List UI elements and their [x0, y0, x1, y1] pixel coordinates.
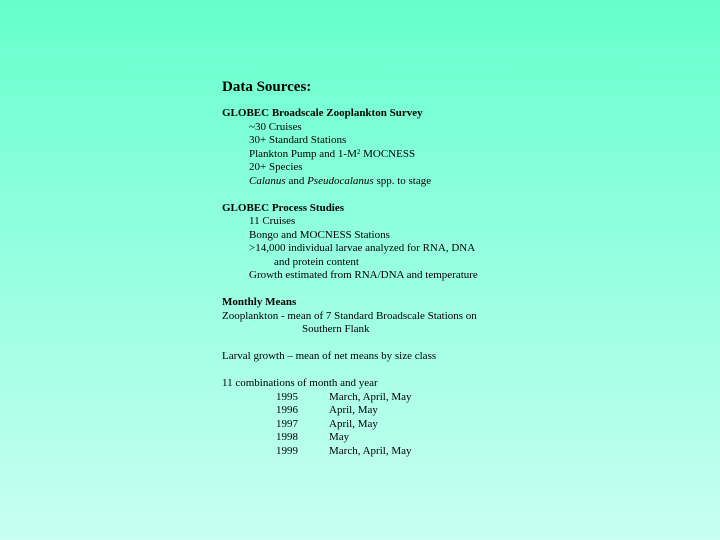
year-label: 1995 [276, 390, 298, 403]
year-row [222, 431, 702, 445]
process-heading: GLOBEC Process Studies [222, 201, 345, 214]
monthly-larval: Larval growth – mean of net means by size class [222, 350, 437, 362]
process-growth: Growth estimated from RNA/DNA and temperature [249, 269, 478, 281]
pump-superscript: 2 [356, 147, 361, 156]
year-label: 1996 [276, 404, 298, 416]
year-row [222, 391, 702, 405]
monthly-zooplankton-cont: Southern Flank [302, 323, 370, 335]
process-stations: Bongo and MOCNESS Stations [249, 228, 390, 241]
year-label: 1997 [276, 417, 298, 430]
pseudocalanus-name: Pseudocalanus [307, 174, 374, 187]
year-months: March, April, May [329, 390, 412, 403]
year-months: April, May [329, 404, 378, 416]
broadscale-species: 20+ Species [249, 161, 303, 173]
slide-title: Data Sources: [222, 79, 312, 95]
calanus-name: Calanus [249, 174, 286, 187]
broadscale-heading: GLOBEC Broadscale Zooplankton Survey [222, 107, 423, 119]
year-row [222, 404, 702, 418]
monthly-combinations: 11 combinations of month and year [222, 377, 378, 389]
broadscale-stations: 30+ Standard Stations [249, 134, 347, 146]
year-months: April, May [329, 417, 378, 430]
slide-content [222, 77, 702, 458]
broadscale-pump [222, 148, 702, 162]
monthly-zooplankton: Zooplankton - mean of 7 Standard Broadscale Stations on [222, 309, 477, 322]
year-months: March, April, May [329, 444, 412, 457]
year-row [222, 445, 702, 459]
process-cruises: 11 Cruises [249, 215, 296, 227]
pump-text-end: MOCNESS [360, 147, 416, 160]
broadscale-cruises: ~30 Cruises [249, 120, 302, 133]
year-label: 1999 [276, 444, 298, 457]
year-months: May [329, 431, 350, 443]
year-row [222, 418, 702, 432]
and-text: and [285, 174, 308, 187]
year-label: 1998 [276, 431, 298, 443]
process-larvae: >14,000 individual larvae analyzed for RNA, DNA [249, 242, 476, 254]
monthly-heading: Monthly Means [222, 296, 297, 308]
stage-suffix: spp. to stage [373, 174, 432, 187]
process-larvae-cont: and protein content [274, 255, 359, 268]
pump-text: Plankton Pump and 1-M [249, 147, 357, 160]
broadscale-stage [222, 175, 702, 189]
